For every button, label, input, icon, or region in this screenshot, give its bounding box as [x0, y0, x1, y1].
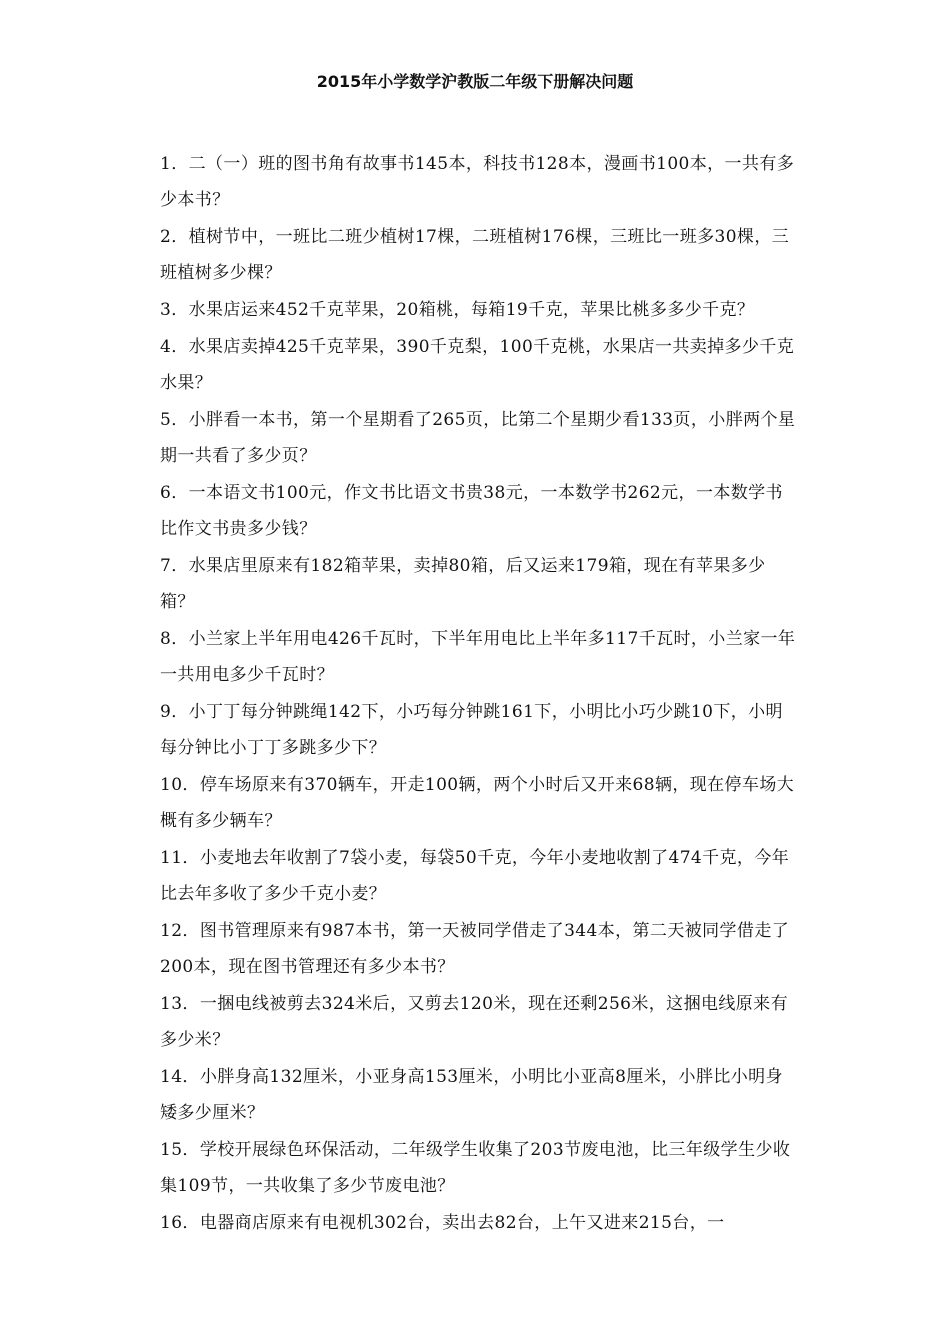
question-list: [160, 146, 800, 1242]
question-item: 6．一本语文书100元，作文书比语文书贵38元，一本数学书262元，一本数学书比作文书贵多少钱？: [160, 483, 783, 539]
question-item: 12．图书管理原来有987本书，第一天被同学借走了344本，第二天被同学借走了200本，现在图书管理还有多少本书？: [160, 921, 790, 977]
question-item: 11．小麦地去年收割了7袋小麦，每袋50千克，今年小麦地收割了474千克，今年比去年多收了多少千克小麦？: [160, 848, 790, 904]
question-item: 3．水果店运来452千克苹果，20箱桃，每箱19千克，苹果比桃多多少千克？: [160, 300, 755, 320]
question-item: 4．水果店卖掉425千克苹果，390千克梨，100千克桃，水果店一共卖掉多少千克水果？: [160, 337, 795, 393]
question-item: 16．电器商店原来有电视机302台，卖出去82台，上午又进来215台，一: [160, 1213, 725, 1233]
question-item: 9．小丁丁每分钟跳绳142下，小巧每分钟跳161下，小明比小巧少跳10下，小明每分钟比小丁丁多跳多少下？: [160, 702, 783, 758]
document-title: 2015年小学数学沪教版二年级下册解决问题: [316, 72, 634, 91]
question-item: 13．一捆电线被剪去324米后，又剪去120米，现在还剩256米，这捆电线原来有多少米？: [160, 994, 788, 1050]
question-item: 10．停车场原来有370辆车，开走100辆，两个小时后又开来68辆，现在停车场大概有多少辆车？: [160, 775, 795, 831]
question-item: 15．学校开展绿色环保活动，二年级学生收集了203节废电池，比三年级学生少收集109节，一共收集了多少节废电池？: [160, 1140, 791, 1196]
question-item: 14．小胖身高132厘米，小亚身高153厘米，小明比小亚高8厘米，小胖比小明身矮多少厘米？: [160, 1067, 783, 1123]
question-item: 8．小兰家上半年用电426千瓦时，下半年用电比上半年多117千瓦时，小兰家一年一共用电多少千瓦时？: [160, 629, 796, 685]
question-item: 7．水果店里原来有182箱苹果，卖掉80箱，后又运来179箱，现在有苹果多少箱？: [160, 556, 766, 612]
question-item: 2．植树节中，一班比二班少植树17棵，二班植树176棵，三班比一班多30棵，三班植树多少棵？: [160, 227, 790, 283]
question-item: 1．二（一）班的图书角有故事书145本，科技书128本，漫画书100本，一共有多少本书？: [160, 154, 795, 210]
question-item: 5．小胖看一本书，第一个星期看了265页，比第二个星期少看133页，小胖两个星期一共看了多少页？: [160, 410, 796, 466]
